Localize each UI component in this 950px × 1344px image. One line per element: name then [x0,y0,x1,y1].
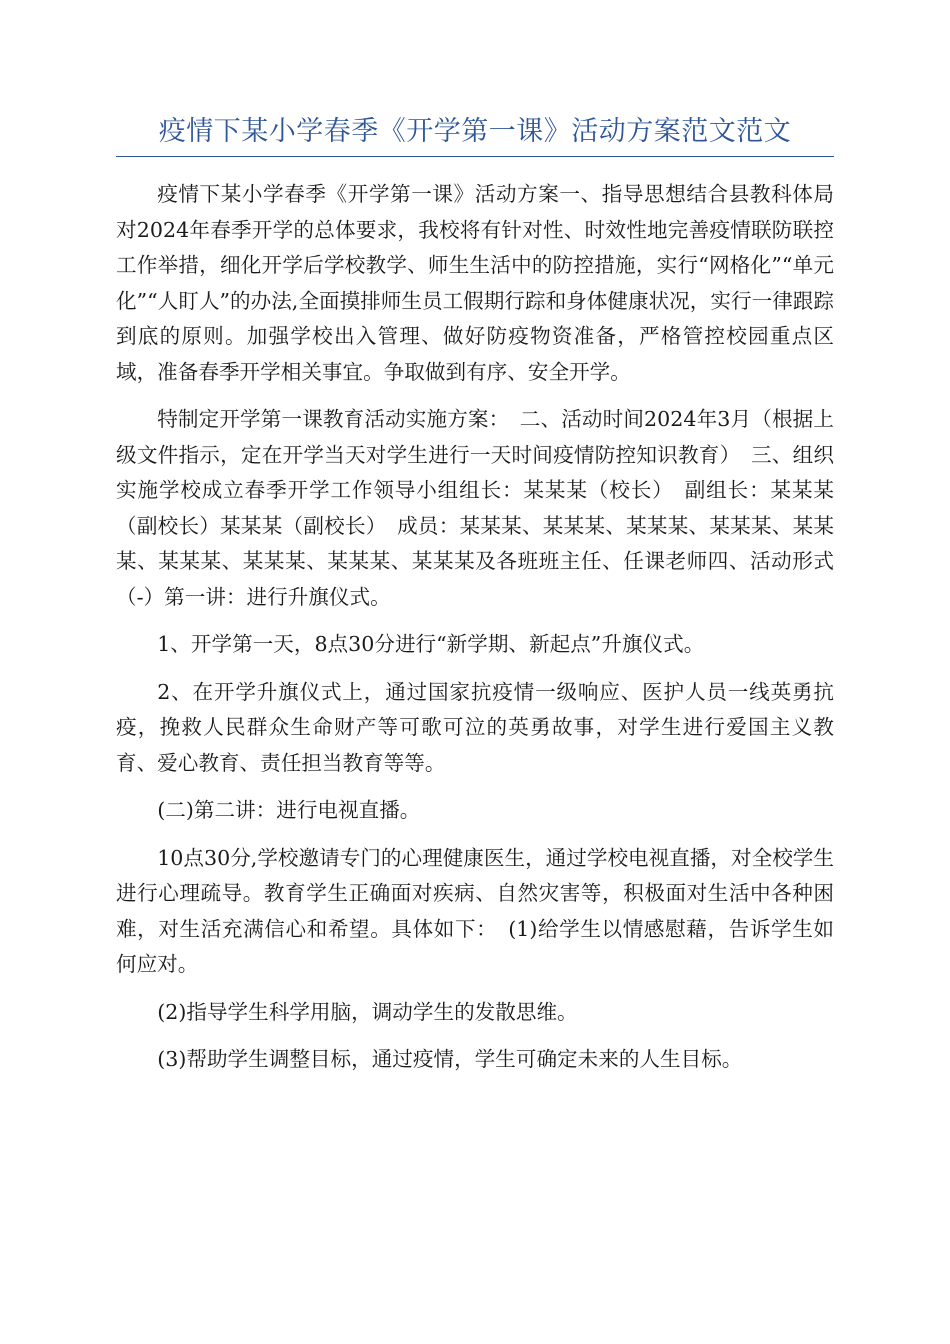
paragraph-4: 2、在开学升旗仪式上，通过国家抗疫情一级响应、医护人员一线英勇抗疫，挽救人民群众生命财产等可歌可泣的英勇故事，对学生进行爱国主义教育、爱心教育、责任担当教育等等。 [116,679,834,775]
paragraph-2: 特制定开学第一课教育活动实施方案： 二、活动时间2024年3月（根据上级文件指示，定在开学当天对学生进行一天时间疫情防控知识教育） 三、组织实施学校成立春季开学工作领导小组组长：某某某（校长） 副组长：某某某（副校长）某某某（副校长） 成员：某某某、某某某、某某某、某某某、某某某、某某某、某某某、某某某、某某某及各班班主任、任课老师四、活动形式（-）第一讲：进行升旗仪式。 [116,407,834,609]
paragraph-1: 疫情下某小学春季《开学第一课》活动方案一、指导思想结合县教科体局对2024年春季开学的总体要求，我校将有针对性、时效性地完善疫情联防联控工作举措，细化开学后学校教学、师生生活中的防控措施，实行“网格化”“单元化”“人盯人”的办法,全面摸排师生员工假期行踪和身体健康状况，实行一律跟踪到底的原则。加强学校出入管理、做好防疫物资准备，严格管控校园重点区域，准备春季开学相关事宜。争取做到有序、安全开学。 [116,182,834,384]
document-page [116,112,834,1090]
document-body [116,177,834,1078]
paragraph-6: 10点30分,学校邀请专门的心理健康医生，通过学校电视直播，对全校学生进行心理疏导。教育学生正确面对疾病、自然灾害等，积极面对生活中各种困难，对生活充满信心和希望。具体如下： (1)给学生以情感慰藉，告诉学生如何应对。 [116,845,834,976]
document-title: 疫情下某小学春季《开学第一课》活动方案范文范文 [116,112,834,157]
paragraph-8: (3)帮助学生调整目标，通过疫情，学生可确定未来的人生目标。 [157,1047,743,1071]
paragraph-7: (2)指导学生科学用脑，调动学生的发散思维。 [157,999,578,1024]
paragraph-3: 1、开学第一天，8点30分进行“新学期、新起点”升旗仪式。 [157,632,705,656]
paragraph-5: (二)第二讲：进行电视直播。 [157,798,421,822]
